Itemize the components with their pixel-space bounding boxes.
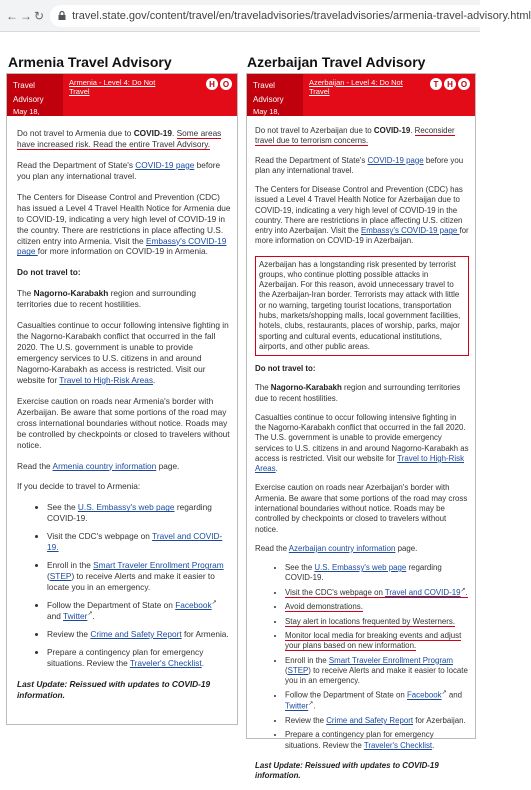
list-item: • Enroll in the Smart Traveler Enrollment Program (STEP) to receive Alerts and make it easier to locate you in an emergency. bbox=[285, 656, 469, 687]
list-item: • Follow the Department of State on Facebook↗ and Twitter↗. bbox=[285, 690, 469, 712]
armenia-advisory-body bbox=[17, 128, 231, 711]
other-risk-icon[interactable]: O bbox=[458, 78, 470, 90]
external-link-icon: ↗ bbox=[460, 587, 466, 594]
crime-safety-report-link[interactable]: Crime and Safety Report bbox=[326, 716, 414, 726]
azerbaijan-page-title: Azerbaijan Travel Advisory bbox=[247, 54, 426, 70]
stay-alert-note: Stay alert in locations frequented by Westerners. bbox=[285, 616, 456, 626]
external-link-icon: ↗ bbox=[87, 611, 93, 618]
embassy-covid-link[interactable]: Embassy's COVID-19 page bbox=[17, 235, 227, 257]
azerbaijan-advisory-panel bbox=[246, 73, 476, 781]
azerbaijan-level-link[interactable]: Azerbaijan - Level 4: Do Not Travel bbox=[309, 78, 403, 97]
azerbaijan-last-update: Last Update: Reissued with updates to COVID-19 information. bbox=[255, 760, 439, 781]
armenia-advisory-panel bbox=[6, 73, 238, 725]
armenia-country-info-paragraph: Read the Armenia country information page. bbox=[17, 460, 180, 471]
twitter-link[interactable]: Twitter bbox=[63, 610, 88, 621]
other-risk-icon[interactable]: O bbox=[220, 78, 232, 90]
azerbaijan-risk-badges bbox=[430, 78, 470, 90]
armenia-page-title: Armenia Travel Advisory bbox=[8, 54, 172, 70]
azerbaijan-covid-paragraph: Read the Department of State's COVID-19 page before you plan any international travel. bbox=[255, 155, 464, 175]
high-risk-areas-link[interactable]: Travel to High-Risk Areas bbox=[255, 453, 465, 474]
armenia-last-update: Last Update: Reissued with updates to COVID-19 information. bbox=[17, 678, 211, 700]
list-item: • Visit the CDC's webpage on Travel and COVID-19. bbox=[47, 531, 231, 553]
list-item: • Enroll in the Smart Traveler Enrollment Program (STEP) to receive Alerts and make it easier to locate you in an emergency. bbox=[47, 560, 231, 593]
armenia-level-link[interactable]: Armenia - Level 4: Do Not Travel bbox=[69, 78, 156, 97]
step-program-link[interactable]: Smart Traveler Enrollment Program bbox=[328, 655, 453, 665]
azerbaijan-advisory-body bbox=[255, 126, 469, 790]
armenia-country-info-link[interactable]: Armenia country information bbox=[52, 460, 157, 471]
armenia-banner-type: Travel Advisory bbox=[13, 81, 44, 104]
azerbaijan-roads-paragraph: Exercise caution on roads near Azerbaijan's border with Armenia. Be aware that some portions of the road may cross international boundaries without notice. Roads may be controlled by checkpoints or closed to travelers without notice. bbox=[255, 483, 468, 534]
monitor-media-note: Monitor local media for breaking events and adjust your plans based on new information. bbox=[285, 630, 462, 651]
avoid-demonstrations-note: Avoid demonstrations. bbox=[285, 602, 363, 612]
list-item: • Follow the Department of State on Facebook↗ and Twitter↗. bbox=[47, 600, 231, 622]
azerbaijan-do-not-travel-heading: Do not travel to: bbox=[255, 364, 316, 374]
browser-toolbar bbox=[0, 0, 531, 32]
facebook-link[interactable]: Facebook bbox=[175, 599, 212, 610]
azerbaijan-recommendations-list bbox=[255, 563, 469, 751]
azerbaijan-country-info-paragraph: Read the Azerbaijan country information page. bbox=[255, 543, 418, 553]
armenia-banner-label bbox=[7, 74, 63, 129]
high-risk-areas-link[interactable]: Travel to High-Risk Areas bbox=[59, 374, 154, 385]
external-link-icon: ↗ bbox=[308, 701, 314, 708]
armenia-risk-badges bbox=[206, 78, 232, 90]
list-item: • Prepare a contingency plan for emergency situations. Review the Traveler's Checklist. bbox=[285, 730, 469, 751]
forward-arrow-icon[interactable]: → bbox=[20, 8, 32, 23]
azerbaijan-cdc-paragraph: The Centers for Disease Control and Prevention (CDC) has issued a Level 4 Travel Health Notice for Azerbaijan due to COVID-19, indicating a very high level of COVID-19 in the country. There are restrictions in place affecting U.S. citizen entry into Azerbaijan. Visit the Embassy's COVID-19 page for more information on COVID-19 in Azerbaijan. bbox=[255, 185, 469, 246]
travel-covid-link[interactable]: Travel and COVID-19. bbox=[47, 531, 223, 553]
list-item bbox=[285, 631, 469, 652]
azerbaijan-summary: Do not travel to Azerbaijan due to COVID-19. Reconsider travel due to terrorism concerns. bbox=[255, 126, 455, 146]
facebook-link[interactable]: Facebook bbox=[406, 690, 442, 700]
crime-safety-report-link[interactable]: Crime and Safety Report bbox=[90, 628, 182, 639]
step-program-link[interactable]: Smart Traveler Enrollment Program bbox=[93, 560, 224, 571]
azerbaijan-terrorism-paragraph: Azerbaijan has a longstanding risk presented by terrorist groups, who continue plotting possible attacks in Azerbaijan. For this reason, avoid unnecessary travel to the Azerbaijan-Iran border. Terrorists may attack with little or no warning, targeting tourist locations, transportation hubs, markets/shopping malls, local government facilities, hotels, clubs, restaurants, places of worship, parks, major sporting and cultural events, educational institutions, airports, and other public areas. bbox=[255, 256, 469, 356]
azerbaijan-casualties-paragraph: Casualties continue to occur following intensive fighting in the Nagorno-Karabakh conflict that occurred in the fall 2020. The U.S. government is unable to provide emergency services to U.S. citizens in and around Nagorno-Karabakh as access is restricted. Visit our website for Travel to High-Risk Areas. bbox=[255, 412, 469, 474]
list-item bbox=[285, 617, 469, 627]
embassy-covid-link[interactable]: Embassy's COVID-19 page bbox=[361, 226, 460, 236]
armenia-roads-paragraph: Exercise caution on roads near Armenia's border with Azerbaijan. Be aware that some portions of the road may cross international boundaries without notice. Roads may be controlled by checkpoints or closed to travelers without notice. bbox=[17, 395, 230, 450]
armenia-if-travel-paragraph: If you decide to travel to Armenia: bbox=[17, 481, 141, 492]
list-item: • See the U.S. Embassy's web page regarding COVID-19. bbox=[47, 502, 231, 524]
covid-page-link[interactable]: COVID-19 page bbox=[135, 159, 195, 170]
external-link-icon: ↗ bbox=[211, 600, 217, 607]
list-item: • Review the Crime and Safety Report for Armenia. bbox=[47, 629, 231, 640]
azerbaijan-nagorno-paragraph: The Nagorno-Karabakh region and surrounding territories due to recent hostilities. bbox=[255, 383, 461, 403]
health-risk-icon[interactable]: H bbox=[444, 78, 456, 90]
url-text: travel.state.gov/content/travel/en/traveladvisories/traveladvisories/armenia-travel-advisory.html bbox=[72, 9, 531, 22]
step-link[interactable]: STEP bbox=[49, 571, 72, 582]
azerbaijan-country-info-link[interactable]: Azerbaijan country information bbox=[288, 543, 396, 553]
armenia-recommendations-list bbox=[17, 502, 231, 668]
back-arrow-icon[interactable]: ← bbox=[6, 8, 18, 23]
list-item: • See the U.S. Embassy's web page regarding COVID-19. bbox=[285, 563, 469, 584]
armenia-level-banner bbox=[7, 74, 237, 129]
armenia-cdc-paragraph: The Centers for Disease Control and Prevention (CDC) has issued a Level 4 Travel Health Notice for Armenia due to COVID-19, indicating a very high level of COVID-19 in the country. There are restrictions in place affecting U.S. citizen entry into Armenia. Visit the Embassy's COVID-19 page for more information on COVID-19 in Armenia. bbox=[17, 191, 231, 257]
azerbaijan-banner-date: May 18, 2021 bbox=[253, 107, 280, 129]
armenia-summary: Do not travel to Armenia due to COVID-19. Some areas have increased risk. Read the entire Travel Advisory. bbox=[17, 128, 222, 149]
travelers-checklist-link[interactable]: Traveler's Checklist bbox=[129, 657, 202, 668]
list-item bbox=[285, 602, 469, 612]
azerbaijan-terrorism-note: Reconsider travel due to terrorism concerns. bbox=[255, 126, 455, 146]
list-item: • Visit the CDC's webpage on Travel and COVID-19↗. bbox=[285, 588, 469, 599]
armenia-nagorno-paragraph: The Nagorno-Karabakh region and surrounding territories due to recent hostilities. bbox=[17, 288, 196, 310]
step-link[interactable]: STEP bbox=[287, 665, 309, 675]
armenia-increased-risk-note: Some areas have increased risk. Read the entire Travel Advisory. bbox=[17, 128, 222, 149]
address-bar[interactable] bbox=[50, 5, 531, 27]
twitter-link[interactable]: Twitter bbox=[285, 701, 309, 711]
embassy-web-page-link[interactable]: U.S. Embassy's web page bbox=[314, 563, 407, 573]
lock-icon bbox=[58, 11, 66, 20]
reload-icon[interactable]: ↻ bbox=[34, 8, 45, 23]
health-risk-icon[interactable]: H bbox=[206, 78, 218, 90]
armenia-covid-paragraph: Read the Department of State's COVID-19 page before you plan any international travel. bbox=[17, 159, 221, 181]
armenia-banner-date: May 18, 2021 bbox=[13, 107, 40, 129]
covid-page-link[interactable]: COVID-19 page bbox=[367, 155, 424, 165]
embassy-web-page-link[interactable]: U.S. Embassy's web page bbox=[77, 502, 175, 513]
armenia-casualties-paragraph: Casualties continue to occur following intensive fighting in the Nagorno-Karabakh conflict that occurred in the fall 2020. The U.S. government is unable to provide emergency services to U.S. citizens in and around Nagorno-Karabakh as access is restricted. Visit our website for Travel to High-Risk Areas. bbox=[17, 320, 229, 385]
external-link-icon: ↗ bbox=[441, 690, 447, 697]
azerbaijan-level-banner bbox=[247, 74, 475, 129]
terrorism-risk-icon[interactable]: T bbox=[430, 78, 442, 90]
travel-covid-link[interactable]: Travel and COVID-19 bbox=[384, 588, 461, 598]
azerbaijan-banner-label bbox=[247, 74, 303, 129]
armenia-do-not-travel-heading: Do not travel to: bbox=[17, 267, 81, 278]
list-item: • Review the Crime and Safety Report for Azerbaijan. bbox=[285, 716, 469, 726]
list-item: • Prepare a contingency plan for emergency situations. Review the Traveler's Checklist. bbox=[47, 647, 231, 669]
azerbaijan-banner-type: Travel Advisory bbox=[253, 81, 284, 104]
travelers-checklist-link[interactable]: Traveler's Checklist bbox=[363, 740, 433, 750]
